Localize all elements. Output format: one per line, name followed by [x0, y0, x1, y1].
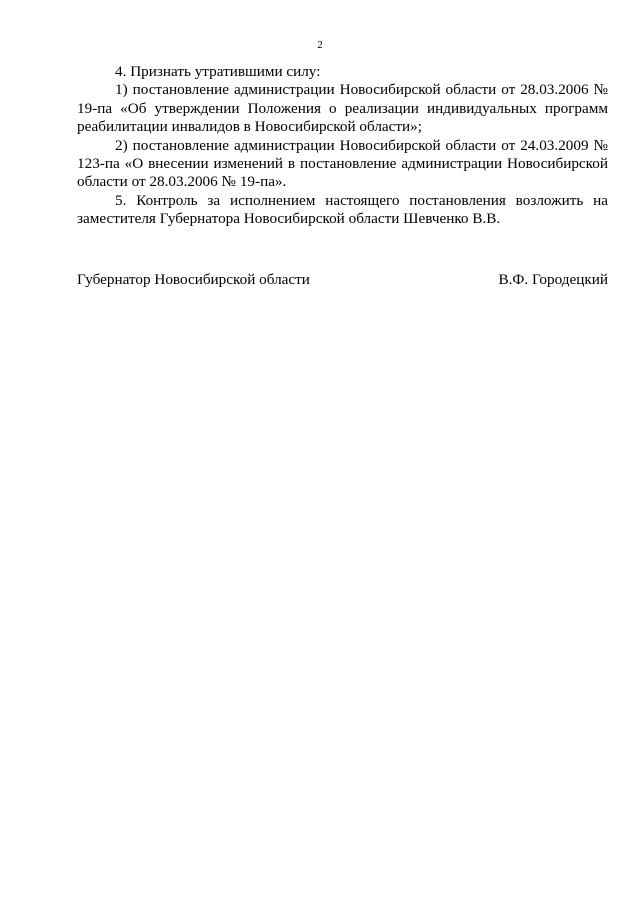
- signature-block: [77, 271, 608, 289]
- paragraph-item-4: 4. Признать утратившими силу:: [115, 63, 321, 80]
- document-body: [77, 63, 608, 229]
- signatory-name: В.Ф. Городецкий: [498, 271, 608, 288]
- paragraph-item-5: 5. Контроль за исполнением настоящего постановления возложить на заместителя Губернатора Новосибирской области Шевченко В.В.: [77, 191, 608, 228]
- signatory-position: Губернатор Новосибирской области: [77, 271, 310, 288]
- page-number: 2: [317, 39, 323, 51]
- paragraph-subitem-2: 2) постановление администрации Новосибирской области от 24.03.2009 № 123-па «О внесении изменений в постановление администрации Новосибирской области от 28.03.2006 № 19-па».: [77, 136, 608, 191]
- paragraph-subitem-1: 1) постановление администрации Новосибирской области от 28.03.2006 № 19-па «Об утверждении Положения о реализации индивидуальных программ реабилитации инвалидов в Новосибирской области»;: [77, 81, 608, 136]
